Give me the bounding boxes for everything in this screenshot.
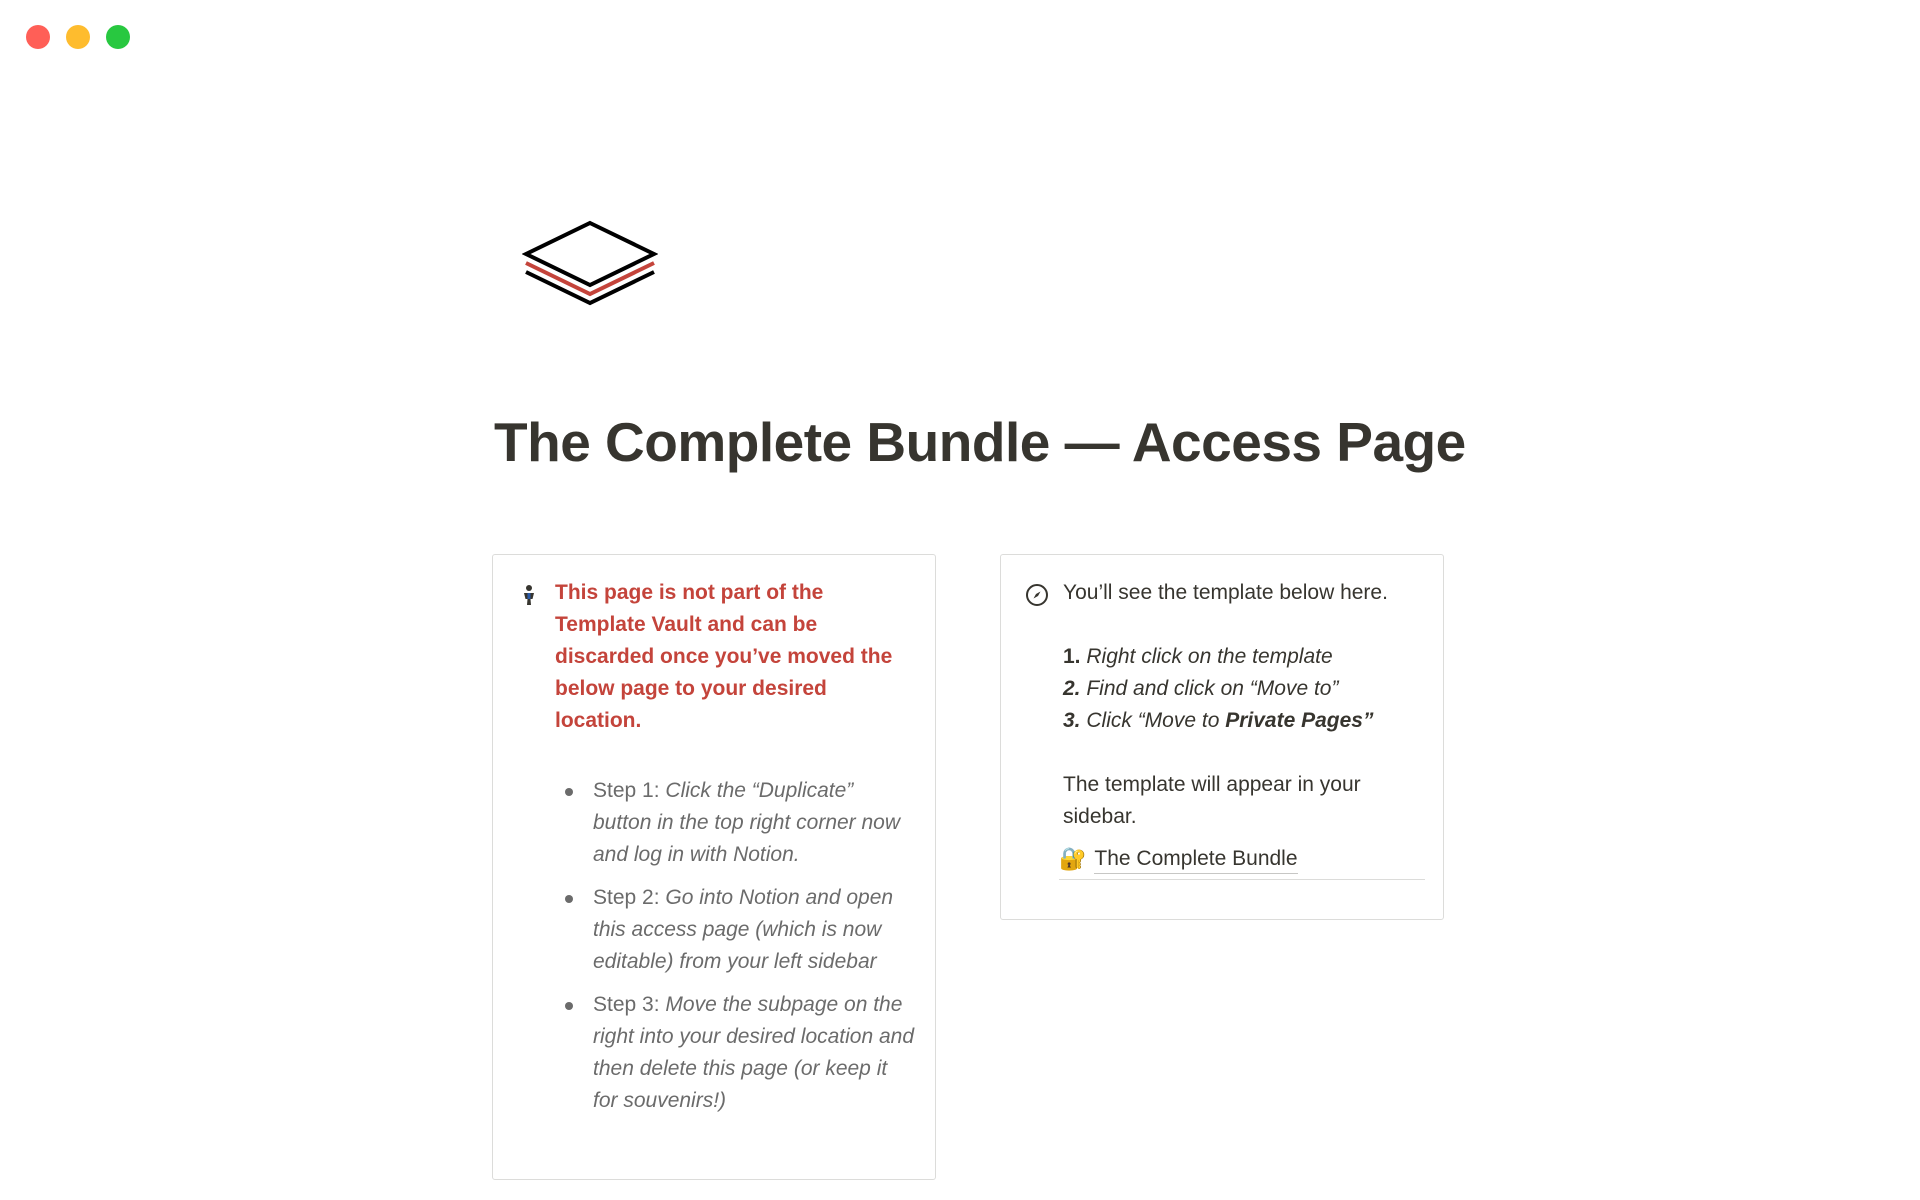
- steps-list: [555, 775, 917, 1117]
- instruction-text: Find and click on “Move to”: [1086, 677, 1339, 700]
- lock-with-key-icon: 🔐: [1059, 846, 1087, 871]
- page-title: The Complete Bundle — Access Page: [494, 411, 1466, 473]
- step-label: Step 3:: [593, 993, 660, 1016]
- bullet-icon: [565, 1002, 573, 1010]
- note-text: The template will appear in your sidebar.: [1063, 773, 1361, 828]
- list-item: [555, 882, 917, 978]
- instruction-number: 1.: [1063, 645, 1081, 668]
- instruction-item: [1063, 673, 1423, 705]
- compass-icon: [1025, 583, 1049, 607]
- bullet-icon: [565, 788, 573, 796]
- instruction-item: [1063, 641, 1423, 673]
- instruction-bold-text: Private Pages: [1225, 709, 1363, 732]
- zoom-window-button[interactable]: [106, 25, 130, 49]
- page-link-label[interactable]: The Complete Bundle: [1094, 845, 1297, 874]
- intro-text: You’ll see the template below here.: [1063, 581, 1388, 604]
- list-item: [555, 775, 917, 871]
- instruction-number: 3.: [1063, 709, 1081, 732]
- list-item: [555, 989, 917, 1117]
- instruction-text: Right click on the template: [1086, 645, 1333, 668]
- info-callout-left[interactable]: [492, 554, 936, 1180]
- step-label: Step 1:: [593, 779, 660, 802]
- instruction-number: 2.: [1063, 677, 1081, 700]
- callout-left-body: [555, 577, 917, 1128]
- bullet-icon: [565, 895, 573, 903]
- close-window-button[interactable]: [26, 25, 50, 49]
- minimize-window-button[interactable]: [66, 25, 90, 49]
- instruction-text-end: ”: [1362, 709, 1374, 732]
- person-icon: [517, 583, 541, 607]
- step-text: Click the “Duplicate” button in the top right corner now and log in with Notion.: [593, 779, 901, 866]
- instruction-item: [1063, 705, 1423, 737]
- step-text: Move the subpage on the right into your desired location and then delete this page (or keep it for souvenirs!): [593, 993, 915, 1112]
- info-callout-right[interactable]: [1000, 554, 1444, 920]
- step-label: Step 2:: [593, 886, 660, 909]
- step-text: Go into Notion and open this access page (which is now editable) from your left sidebar: [593, 886, 894, 973]
- stacked-layers-icon[interactable]: [522, 218, 658, 306]
- page-link-complete-bundle[interactable]: [1059, 839, 1425, 880]
- warning-text: This page is not part of the Template Vault and can be discarded once you’ve moved the below page to your desired location.: [555, 581, 893, 732]
- instruction-text: Click “Move to: [1086, 709, 1226, 732]
- callout-right-body: [1063, 577, 1423, 833]
- window-controls: [26, 25, 130, 49]
